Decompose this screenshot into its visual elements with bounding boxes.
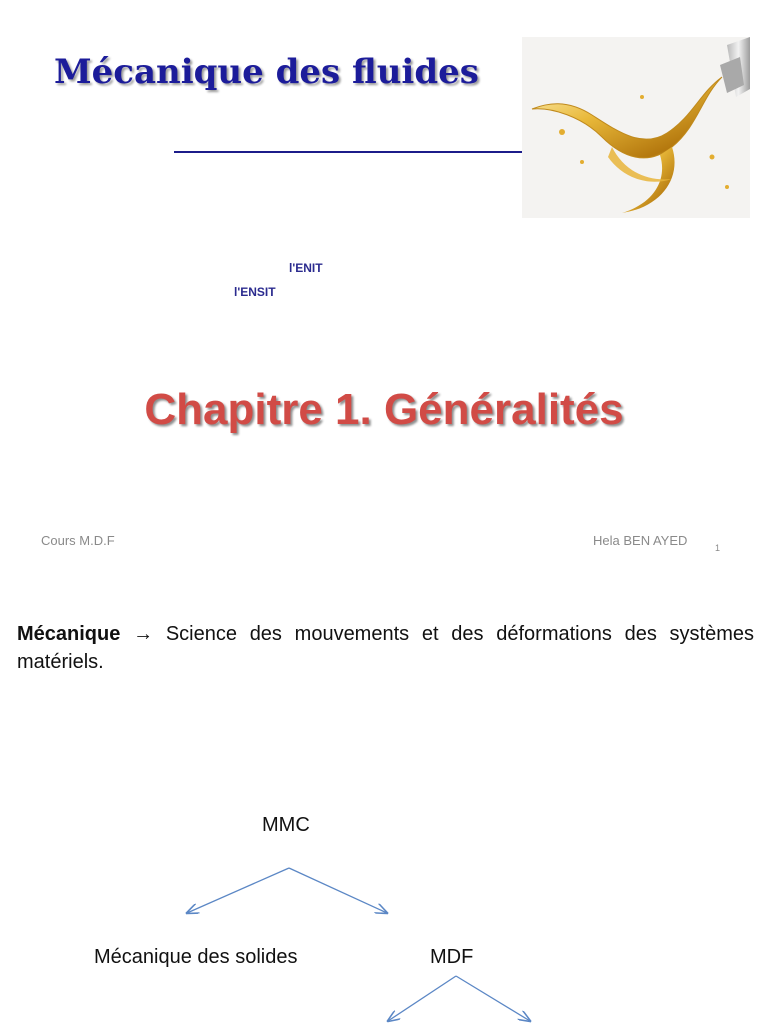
tree-node-mdf: MDF bbox=[430, 946, 474, 968]
page-number: 1 bbox=[715, 543, 721, 553]
arrow-mmc-to-mdf bbox=[289, 868, 387, 913]
tree-node-solid-mechanics: Mécanique des solides bbox=[94, 946, 298, 968]
definition-term: Mécanique bbox=[17, 623, 121, 645]
arrow-mdf-left bbox=[388, 976, 456, 1021]
institution-ensit: l'ENSIT bbox=[234, 285, 276, 299]
title-underline bbox=[174, 151, 522, 153]
oil-splash-icon bbox=[522, 37, 750, 218]
definition-text: Science des mouvements et des déformations des systèmes matériels. bbox=[17, 623, 755, 673]
arrow-mmc-to-solids bbox=[187, 868, 289, 913]
footer-author: Hela BEN AYED bbox=[593, 533, 688, 548]
tree-root-mmc: MMC bbox=[262, 814, 310, 836]
right-arrow-icon: → bbox=[133, 623, 154, 645]
arrow-mdf-right bbox=[456, 976, 530, 1021]
page-title: Mécanique des fluides bbox=[54, 52, 479, 92]
footer-course: Cours M.D.F bbox=[41, 533, 115, 548]
definition-paragraph bbox=[17, 620, 754, 676]
institution-enit: l'ENIT bbox=[289, 261, 323, 275]
chapter-title: Chapitre 1. Généralités bbox=[144, 385, 624, 434]
